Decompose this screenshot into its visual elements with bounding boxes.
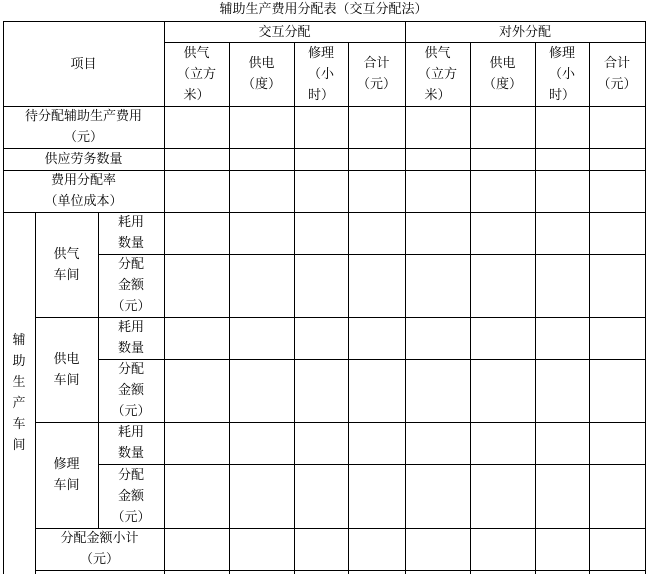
row-label-repair-amount: 分配 金额 （元） bbox=[111, 467, 151, 525]
row-label-aux-workshop: 辅 助 生 产 车 间 bbox=[12, 333, 26, 453]
table-title: 辅助生产费用分配表（交互分配法） bbox=[219, 2, 428, 17]
grid-line bbox=[645, 21, 646, 574]
grid-line bbox=[229, 42, 230, 574]
header-group-mutual: 交互分配 bbox=[258, 24, 311, 40]
grid-line bbox=[3, 212, 646, 213]
row-label-gas-consumption: 耗用 数量 bbox=[117, 215, 144, 251]
grid-line bbox=[35, 528, 646, 529]
grid-line bbox=[294, 42, 295, 574]
row-label-gas-workshop: 供气 车间 bbox=[53, 246, 80, 283]
grid-line bbox=[98, 212, 99, 528]
grid-line bbox=[405, 21, 406, 574]
header-col-power-external: 供电 （度） bbox=[482, 56, 522, 92]
row-label-subtotal: 分配金额小计 （元） bbox=[60, 531, 139, 567]
row-label-gas-amount: 分配 金额 （元） bbox=[111, 257, 151, 314]
grid-line bbox=[98, 464, 646, 465]
grid-line bbox=[348, 42, 349, 574]
grid-line bbox=[535, 42, 536, 574]
row-label-power-amount: 分配 金额 （元） bbox=[111, 362, 151, 419]
header-col-total-external: 合计 （元） bbox=[597, 56, 637, 92]
header-item: 项目 bbox=[70, 56, 97, 72]
row-label-allocation-rate: 费用分配率 （单位成本） bbox=[44, 173, 123, 209]
grid-line bbox=[98, 254, 646, 255]
grid-line bbox=[3, 21, 4, 574]
header-group-external: 对外分配 bbox=[498, 24, 551, 40]
header-col-power: 供电 （度） bbox=[241, 56, 281, 92]
grid-line bbox=[164, 21, 165, 574]
row-label-power-consumption: 耗用 数量 bbox=[117, 320, 144, 356]
row-label-power-workshop: 供电 车间 bbox=[53, 351, 80, 388]
grid-line bbox=[3, 148, 646, 149]
grid-line bbox=[3, 21, 646, 22]
header-col-repair-external: 修理 （小 时） bbox=[548, 45, 575, 103]
row-label-labor-quantity: 供应劳务数量 bbox=[44, 151, 123, 167]
grid-line bbox=[3, 170, 646, 171]
grid-line bbox=[98, 359, 646, 360]
header-col-gas: 供气 （立方 米） bbox=[176, 45, 216, 103]
grid-line bbox=[589, 42, 590, 574]
row-label-repair-consumption: 耗用 数量 bbox=[117, 425, 144, 461]
header-col-total: 合计 （元） bbox=[356, 56, 396, 92]
grid-line bbox=[35, 422, 646, 423]
row-label-repair-workshop: 修理 车间 bbox=[53, 457, 80, 493]
grid-line bbox=[35, 212, 36, 574]
grid-line bbox=[3, 106, 646, 107]
grid-line bbox=[35, 570, 646, 571]
grid-line bbox=[470, 42, 471, 574]
header-col-repair: 修理 （小 时） bbox=[307, 45, 334, 103]
header-col-gas-external: 供气 （立方 米） bbox=[417, 45, 457, 103]
row-label-cost-to-allocate: 待分配辅助生产费用 （元） bbox=[24, 109, 142, 145]
grid-line bbox=[35, 317, 646, 318]
